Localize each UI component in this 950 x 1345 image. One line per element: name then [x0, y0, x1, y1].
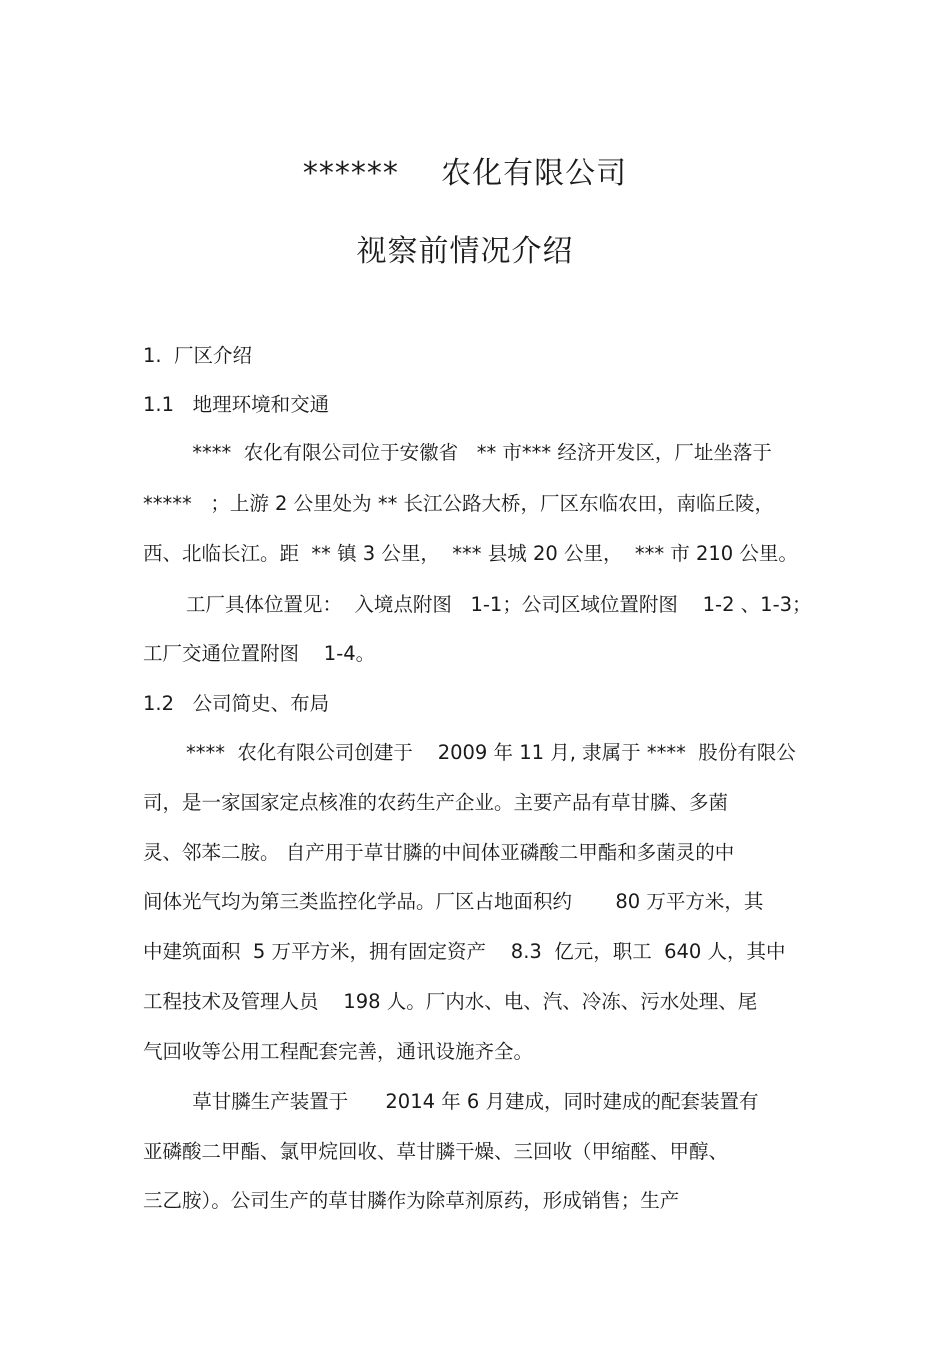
document-title-subject: 视察前情况介绍: [356, 234, 574, 269]
paragraph-line: 司，是一家国家定点核准的农药生产企业。主要产品有草甘膦、多菌: [143, 791, 729, 814]
paragraph-line: 工厂交通位置附图 1-4。: [143, 642, 376, 665]
paragraph-line: 三乙胺）。公司生产的草甘膦作为除草剂原药，形成销售；生产: [143, 1189, 680, 1212]
section-heading-1: 1. 厂区介绍: [143, 344, 253, 367]
paragraph-line: 西、北临长江。距 ** 镇 3 公里， *** 县城 20 公里， *** 市 210 公里。: [143, 542, 798, 565]
paragraph-line: **** 农化有限公司创建于 2009 年 11 月, 隶属于 **** 股份有限公: [186, 741, 796, 764]
paragraph-line: ***** ；上游 2 公里处为 ** 长江公路大桥，厂区东临农田，南临丘陵，: [143, 492, 775, 515]
section-heading-1-2: 1.2 公司简史、布局: [143, 692, 330, 715]
paragraph-line: 工厂具体位置见： 入境点附图 1-1；公司区域位置附图 1-2 、1-3；: [186, 593, 812, 616]
section-heading-1-1: 1.1 地理环境和交通: [143, 393, 330, 416]
paragraph-line: **** 农化有限公司位于安徽省 ** 市*** 经济开发区，厂址坐落于: [186, 441, 772, 464]
paragraph-line: 工程技术及管理人员 198 人。厂内水、电、汽、冷冻、污水处理、尾: [143, 990, 758, 1013]
paragraph-line: 间体光气均为第三类监控化学品。厂区占地面积约 80 万平方米，其: [143, 890, 764, 913]
document-title-company: ****** 农化有限公司: [302, 156, 628, 191]
paragraph-line: 中建筑面积 5 万平方米，拥有固定资产 8.3 亿元，职工 640 人，其中: [143, 940, 786, 963]
paragraph-line: 气回收等公用工程配套完善，通讯设施齐全。: [143, 1040, 534, 1063]
paragraph-line: 亚磷酸二甲酯、氯甲烷回收、草甘膦干燥、三回收（甲缩醛、甲醇、: [143, 1140, 729, 1163]
paragraph-line: 草甘膦生产装置于 2014 年 6 月建成，同时建成的配套装置有: [186, 1090, 759, 1113]
paragraph-line: 灵、邻苯二胺。 自产用于草甘膦的中间体亚磷酸二甲酯和多菌灵的中: [143, 841, 735, 864]
